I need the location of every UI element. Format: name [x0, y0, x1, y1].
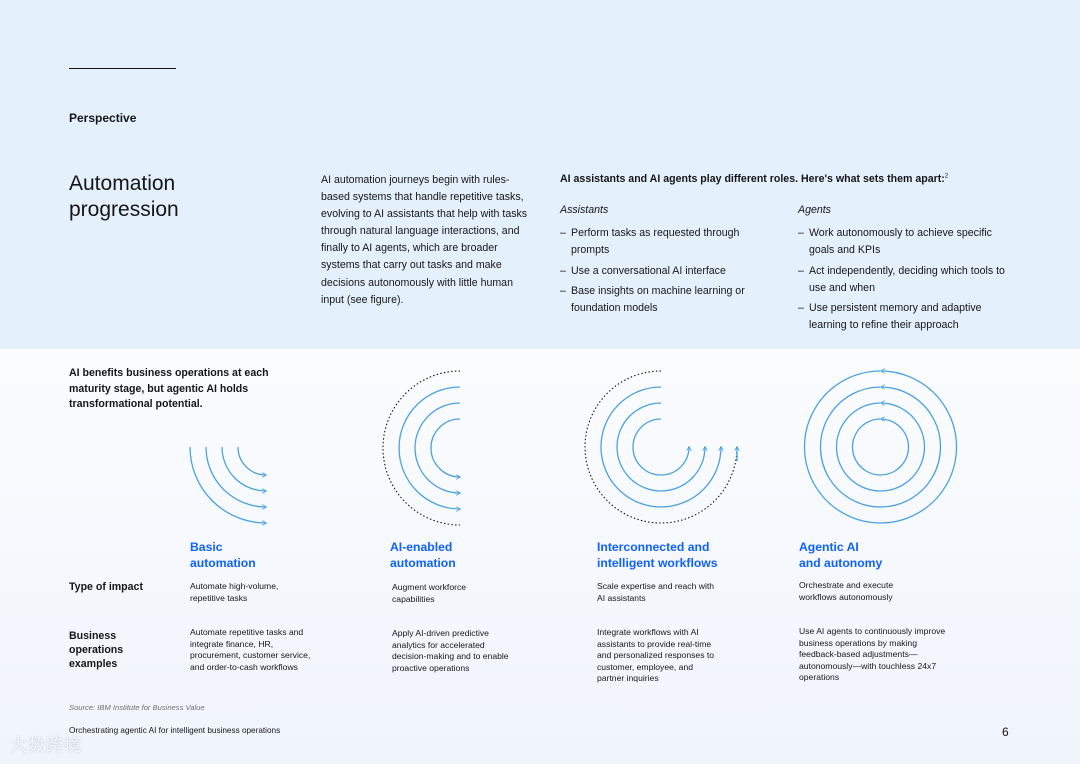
stage-title-ai-enabled [390, 540, 570, 571]
list-item: – Base insights on machine learning or foundation models [560, 283, 760, 318]
list-item: – Use persistent memory and adaptive learning to refine their approach [798, 300, 1010, 335]
comparison-heading [560, 173, 948, 185]
example-cell: Use AI agents to continuously improve business operations by making feedback-based adjustments—autonomously—with touchless 24x7 operations [799, 626, 946, 682]
source-note: Source: IBM Institute for Business Value [69, 703, 205, 712]
stage-title-line: automation [390, 555, 456, 570]
stage-title-line: and autonomy [799, 555, 883, 570]
interconnected-arcs [585, 371, 737, 523]
example-cell: Integrate workflows with AI assistants to provide real-time and personalized responses to customer, employee, and partner inquiries [597, 627, 715, 683]
footnote-marker: 2 [944, 173, 949, 180]
list-item: – Work autonomously to achieve specific goals and KPIs [798, 225, 1010, 260]
eyebrow-label: Perspective [69, 111, 137, 125]
agentic-arcs [804, 371, 956, 523]
list-item: – Perform tasks as requested through prompts [560, 225, 760, 260]
page-title-line1: Automation [69, 172, 176, 195]
stage-title-agentic [799, 540, 979, 571]
stage-title-line: AI-enabled [390, 540, 453, 554]
assistants-heading: Assistants [560, 204, 609, 216]
intro-paragraph: AI automation journeys begin with rules-based systems that handle repetitive tasks, evolving to AI assistants that help with tasks through natural language interactions, and finally to AI agents, which are broader systems that carry out tasks and make decisions autonomously with little human input (see figure). [321, 174, 528, 306]
assistants-list [560, 225, 760, 320]
row-label-examples: Business operations examples [69, 630, 124, 670]
stage-title-line: Basic [190, 540, 223, 554]
stage-title-line: Agentic AI [799, 540, 859, 554]
agents-list [798, 225, 1010, 338]
footer-title: Orchestrating agentic AI for intelligent business operations [69, 726, 281, 735]
impact-cell: Automate high-volume, repetitive tasks [190, 581, 279, 603]
example-cell: Automate repetitive tasks and integrate finance, HR, procurement, customer service, and order-to-cash workflows [190, 627, 311, 672]
page-number: 6 [1002, 725, 1009, 739]
maturity-diagrams [0, 349, 1080, 549]
stage-title-line: intelligent workflows [597, 555, 718, 570]
stage-title-line: Interconnected and [597, 540, 710, 554]
basic-automation-arcs [190, 447, 266, 523]
impact-cell: Augment workforce capabilities [392, 582, 467, 604]
watermark: 大数跨境 [10, 736, 82, 755]
comparison-heading-text: AI assistants and AI agents play different roles. Here's what sets them apart: [560, 173, 945, 185]
stage-title-basic [190, 540, 370, 571]
impact-cell: Orchestrate and execute workflows autonomously [799, 580, 894, 602]
list-item: – Use a conversational AI interface [560, 263, 760, 280]
example-cell: Apply AI-driven predictive analytics for accelerated decision-making and to enable proactive operations [392, 628, 509, 673]
benefit-statement: AI benefits business operations at each maturity stage, but agentic AI holds transformational potential. [69, 367, 269, 411]
impact-cell: Scale expertise and reach with AI assistants [597, 581, 715, 603]
header-rule [69, 68, 176, 69]
row-label-impact: Type of impact [69, 581, 143, 593]
page-title [69, 171, 269, 223]
agents-heading: Agents [798, 204, 831, 216]
list-item: – Act independently, deciding which tools to use and when [798, 263, 1010, 298]
stage-title-interconnected [597, 540, 777, 571]
page-title-line2: progression [69, 198, 179, 221]
ai-enabled-arcs [383, 371, 460, 525]
stage-title-line: automation [190, 555, 256, 570]
